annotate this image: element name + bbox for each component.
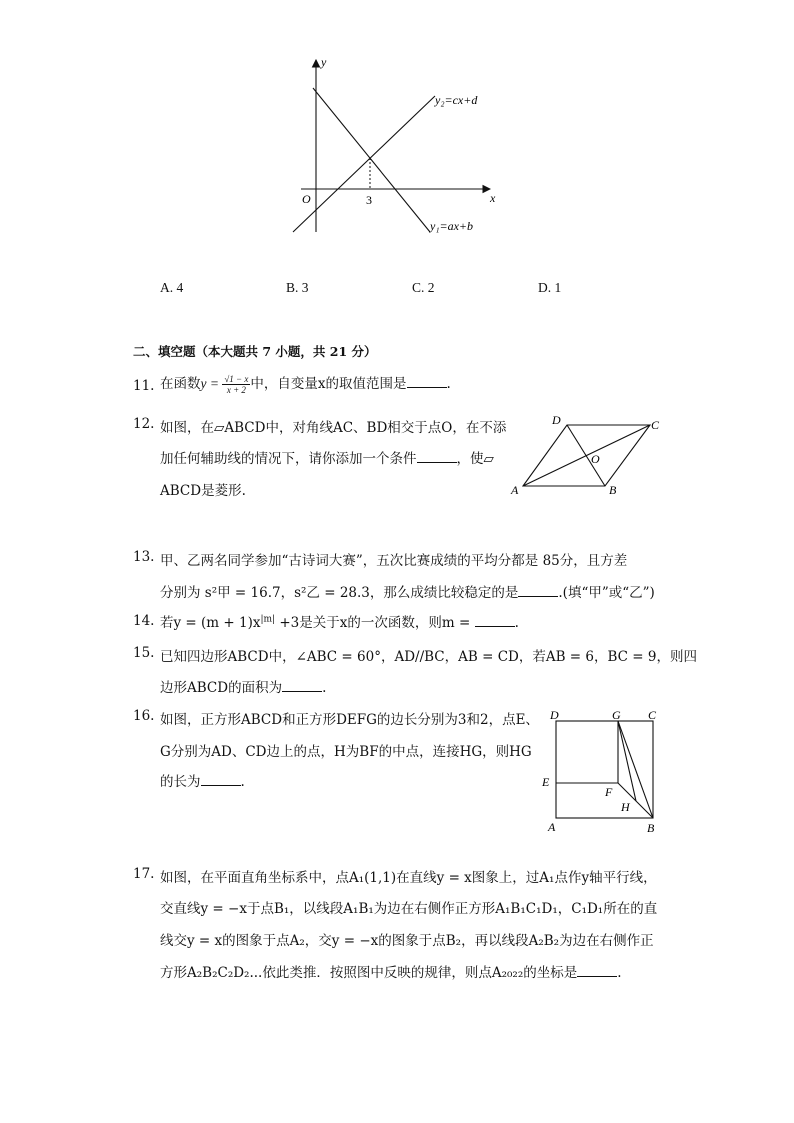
q16-line3-pre: 的长为 xyxy=(160,774,201,790)
q11-blank[interactable] xyxy=(407,375,447,388)
q13-line2-pre: 分别为 s²甲 = 16.7，s²乙 = 28.3，那么成绩比较稳定的是 xyxy=(160,585,519,601)
q13-line2-post: .(填“甲”或“乙”) xyxy=(558,585,655,601)
section-title: 二、填空题（本大题共 7 小题，共 21 分） xyxy=(133,344,377,359)
fig16-label-g: G xyxy=(612,708,621,722)
q15-line2-post: . xyxy=(322,680,327,696)
origin-label: O xyxy=(302,192,311,206)
q14-end: . xyxy=(514,615,519,631)
q17-line4 xyxy=(160,961,622,981)
q17-line3: 线交y = x的图象于点A₂，交y = −x的图象于点B₂，再以线段A₂B₂为边在右侧作正 xyxy=(160,933,654,949)
x-mark-label: 3 xyxy=(366,193,372,207)
line1-label: y₁=ax+b xyxy=(430,219,474,233)
q17-blank[interactable] xyxy=(577,964,617,977)
fig16-label-f: F xyxy=(605,785,613,799)
fig12-label-o: O xyxy=(591,452,600,466)
fig12-label-d: D xyxy=(552,413,561,427)
fig12-label-c: C xyxy=(651,418,660,432)
q14-mid: +3是关于x的一次函数，则m = xyxy=(275,615,475,631)
q17-line1: 如图，在平面直角坐标系中，点A₁(1,1)在直线y = x图象上，过A₁点作y轴平行线， xyxy=(160,870,657,886)
fig12-label-b: B xyxy=(609,483,617,497)
q11-text xyxy=(160,372,451,395)
q14-text xyxy=(160,611,519,631)
q12-line2-post: ，使▱ xyxy=(456,451,494,467)
option-b[interactable]: B. 3 xyxy=(286,280,309,295)
q12-line3: ABCD是菱形. xyxy=(160,483,246,499)
q12-line2 xyxy=(160,447,494,467)
q17-number: 17. xyxy=(133,866,155,882)
q11-fraction xyxy=(222,374,250,395)
q16-number: 16. xyxy=(133,708,155,724)
q16-blank[interactable] xyxy=(201,773,241,786)
q15-line2-pre: 边形ABCD的面积为 xyxy=(160,680,283,696)
fig16-label-d: D xyxy=(550,708,559,722)
fig12-label-a: A xyxy=(511,483,519,497)
q13-line1: 甲、乙两名同学参加“古诗词大赛”，五次比赛成绩的平均分都是 85分，且方差 xyxy=(160,553,628,569)
q11-pre: 在函数 xyxy=(160,376,201,392)
q16-line3 xyxy=(160,770,245,790)
segment-hg xyxy=(618,721,636,801)
option-d[interactable]: D. 1 xyxy=(538,280,562,295)
q17-line2: 交直线y = −x于点B₁，以线段A₁B₁为边在右侧作正方形A₁B₁C₁D₁，C₁D₁所在的直 xyxy=(160,901,658,917)
option-a[interactable]: A. 4 xyxy=(160,280,184,295)
q12-figure xyxy=(505,410,670,500)
q14-pre: 若y = (m + 1)x xyxy=(160,615,261,631)
q12-line1: 如图，在▱ABCD中，对角线AC、BD相交于点O，在不添 xyxy=(160,420,507,436)
q17-line4-pre: 方形A₂B₂C₂D₂...依此类推．按照图中反映的规律，则点A₂₀₂₂的坐标是 xyxy=(160,965,578,981)
q16-line3-post: . xyxy=(240,774,245,790)
q15-line1: 已知四边形ABCD中，∠ABC = 60°，AD//BC，AB = CD，若AB = 6，BC = 9，则四 xyxy=(160,649,697,665)
line2-label: y₂=cx+d xyxy=(435,93,478,107)
q14-blank[interactable] xyxy=(475,614,515,627)
fig16-label-e: E xyxy=(542,775,550,789)
q11-frac-num: √1 − x xyxy=(224,374,249,384)
q14-exponent: |m| xyxy=(260,614,276,625)
q13-line2 xyxy=(160,581,655,601)
q16-line2: G分别为AD、CD边上的点，H为BF的中点，连接HG，则HG xyxy=(160,744,532,760)
q12-line2-pre: 加任何辅助线的情况下，请你添加一个条件 xyxy=(160,451,417,467)
q11-frac-den: x + 2 xyxy=(226,385,246,395)
fig16-label-a: A xyxy=(548,820,556,834)
q15-number: 15. xyxy=(133,645,155,661)
option-c[interactable]: C. 2 xyxy=(412,280,435,295)
q11-y: y = xyxy=(200,376,223,391)
q11-number: 11. xyxy=(133,378,155,394)
q10-graph xyxy=(285,52,515,242)
fig16-label-b: B xyxy=(647,821,655,835)
q15-blank[interactable] xyxy=(282,679,322,692)
q17-line4-post: . xyxy=(617,965,622,981)
q11-end: . xyxy=(446,376,451,392)
y-axis-label: y xyxy=(321,55,327,69)
q16-figure xyxy=(538,705,668,840)
q12-blank[interactable] xyxy=(417,450,457,463)
q12-number: 12. xyxy=(133,416,155,432)
fig16-label-c: C xyxy=(648,708,657,722)
q13-blank[interactable] xyxy=(518,584,558,597)
q15-line2 xyxy=(160,676,326,696)
x-axis-label: x xyxy=(490,191,496,205)
q16-line1: 如图，正方形ABCD和正方形DEFG的边长分别为3和2，点E、 xyxy=(160,712,539,728)
q11-post: 中，自变量x的取值范围是 xyxy=(250,376,407,392)
fig16-label-h: H xyxy=(621,800,630,814)
line-y1 xyxy=(313,88,430,232)
q13-number: 13. xyxy=(133,549,155,565)
q14-number: 14. xyxy=(133,613,155,629)
square-defg xyxy=(556,721,618,783)
